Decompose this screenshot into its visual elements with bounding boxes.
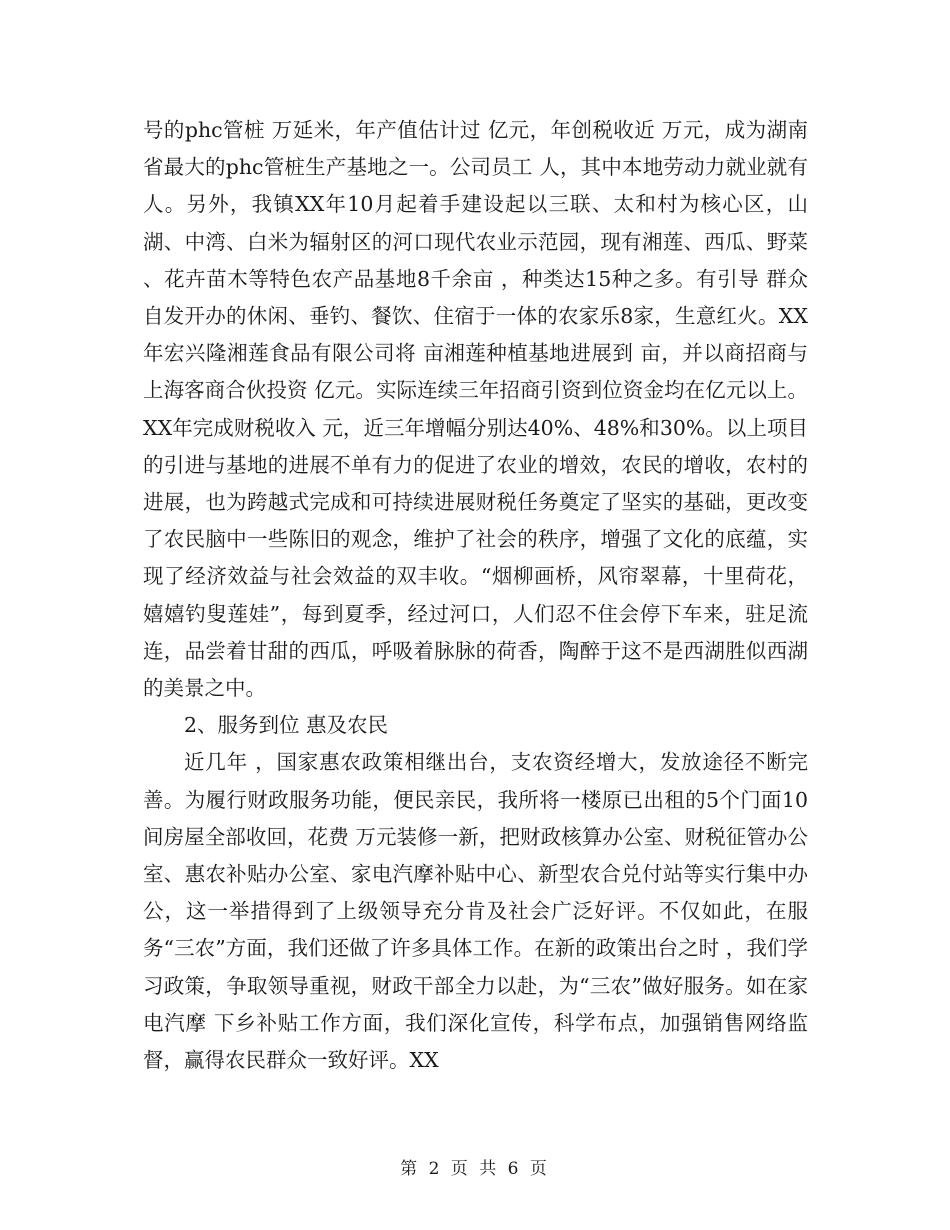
body-paragraph: 近几年 ，国家惠农政策相继出台，支农资经增大，发放途径不断完善。为履行财政服务功能，便民亲民，我所将一楼原已出租的5个门面10间房屋全部收回，花费 万元装修一新，把财政核算办公室、财税征管办公室、惠农补贴办公室、家电汽摩补贴中心、新型农合兑付站等实行集中办公，这一举措得到了上级领导充分肯及社会广泛好评。不仅如此，在服务“三农”方面，我们还做了许多具体工作。在新的政策出台之时 ，我们学习政策，争取领导重视，财政干部全力以赴，为“三农”做好服务。如在家电汽摩 下乡补贴工作方面，我们深化宣传，科学布点，加强销售网络监督，赢得农民群众一致好评。XX bbox=[143, 750, 808, 1073]
body-paragraph-continued: 号的phc管桩 万延米，年产值估计过 亿元，年创税收近 万元，成为湖南省最大的phc管桩生产基地之一。公司员工 人，其中本地劳动力就业就有 人。另外，我镇XX年10月起着手建设起以三联、太和村为核心区，山湖、中湾、白米为辐射区的河口现代农业示范园，现有湘莲、西瓜、野菜 、花卉苗木等特色农产品基地8千余亩 ，种类达15种之多。有引导 群众自发开办的休闲、垂钓、餐饮、住宿于一体的农家乐8家，生意红火。XX年宏兴隆湘莲食品有限公司将 亩湘莲种植基地进展到 亩，并以商招商与上海客商合伙投资 亿元。实际连续三年招商引资到位资金均在亿元以上。XX年完成财税收入 元，近三年增幅分别达40%、48%和30%。以上项目的引进与基地的进展不单有力的促进了农业的增效，农民的增收，农村的进展，也为跨越式完成和可持续进展财税任务奠定了坚实的基础，更改变了农民脑中一些陈旧的观念，维护了社会的秩序，增强了文化的底蕴，实现了经济效益与社会效益的双丰收。“烟柳画桥，风帘翠幕，十里荷花，嬉嬉钓叟莲娃”，每到夏季，经过河口，人们忍不住会停下车来，驻足流连，品尝着甘甜的西瓜，呼吸着脉脉的荷香，陶醉于这不是西湖胜似西湖的美景之中。 bbox=[143, 118, 808, 701]
section-heading: 2、服务到位 惠及农民 bbox=[184, 713, 389, 738]
page-number-footer: 第 2 页 共 6 页 bbox=[400, 1159, 550, 1179]
document-body bbox=[143, 112, 808, 1079]
